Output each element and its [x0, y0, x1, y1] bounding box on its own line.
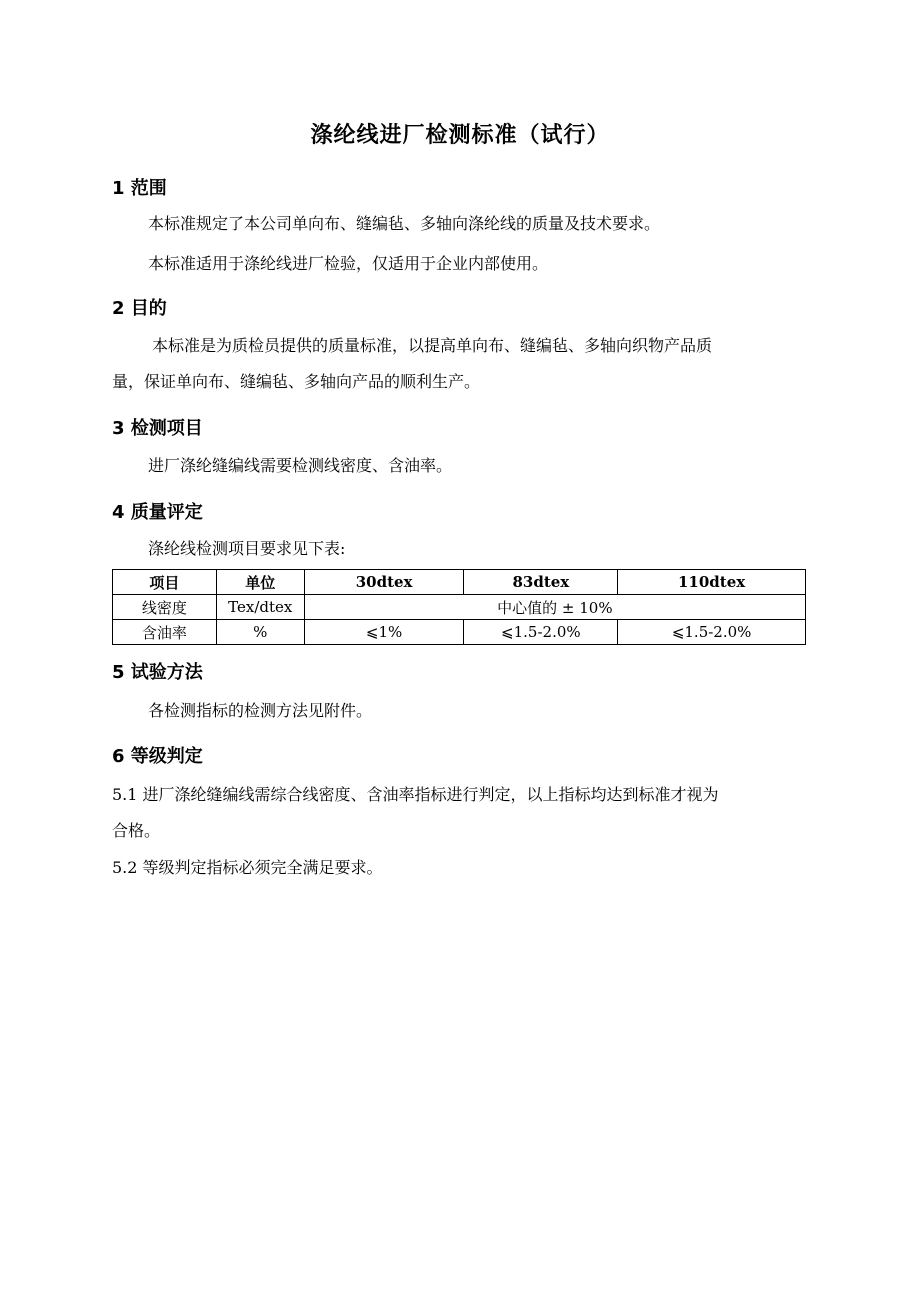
cell-30dtex-value: ⩽1%: [304, 620, 464, 645]
test-items-paragraph: 进厂涤纶缝编线需要检测线密度、含油率。: [148, 456, 453, 475]
scope-paragraph-1: 本标准规定了本公司单向布、缝编毡、多轴向涤纶线的质量及技术要求。: [148, 214, 661, 233]
cell-unit: Tex/dtex: [216, 595, 304, 620]
header-110dtex: 110dtex: [618, 570, 806, 595]
scope-paragraph-2: 本标准适用于涤纶线进厂检验，仅适用于企业内部使用。: [148, 254, 549, 273]
table-row-linear-density: [113, 595, 806, 620]
cell-item: 含油率: [113, 620, 217, 645]
table-intro-text: 涤纶线检测项目要求见下表:: [148, 539, 346, 558]
requirements-table: [112, 569, 806, 645]
table-row-oil-content: [113, 620, 806, 645]
section-heading-test-method: 5 试验方法: [112, 662, 203, 683]
section-heading-grade-judgment: 6 等级判定: [112, 746, 203, 767]
header-83dtex: 83dtex: [464, 570, 618, 595]
section-heading-quality-evaluation: 4 质量评定: [112, 502, 203, 523]
cell-unit: %: [216, 620, 304, 645]
document-title: 涤纶线进厂检测标准（试行）: [310, 123, 610, 148]
purpose-paragraph-line-2: 量，保证单向布、缝编毡、多轴向产品的顺利生产。: [112, 372, 481, 391]
cell-tolerance: 中心值的 ± 10%: [304, 595, 805, 620]
table-header-row: [113, 570, 806, 595]
cell-83dtex-value: ⩽1.5-2.0%: [464, 620, 618, 645]
header-30dtex: 30dtex: [304, 570, 464, 595]
grade-paragraph-2: 5.2 等级判定指标必须完全满足要求。: [112, 858, 383, 877]
cell-item: 线密度: [113, 595, 217, 620]
grade-paragraph-1-line-2: 合格。: [112, 821, 161, 840]
cell-110dtex-value: ⩽1.5-2.0%: [618, 620, 806, 645]
header-unit: 单位: [216, 570, 304, 595]
purpose-paragraph-line-1: 本标准是为质检员提供的质量标准，以提高单向布、缝编毡、多轴向织物产品质: [152, 336, 713, 355]
section-heading-purpose: 2 目的: [112, 298, 167, 319]
test-method-paragraph: 各检测指标的检测方法见附件。: [148, 701, 373, 720]
section-heading-scope: 1 范围: [112, 178, 167, 199]
section-heading-test-items: 3 检测项目: [112, 418, 203, 439]
grade-paragraph-1-line-1: 5.1 进厂涤纶缝编线需综合线密度、含油率指标进行判定，以上指标均达到标准才视为: [112, 785, 719, 804]
header-item: 项目: [113, 570, 217, 595]
